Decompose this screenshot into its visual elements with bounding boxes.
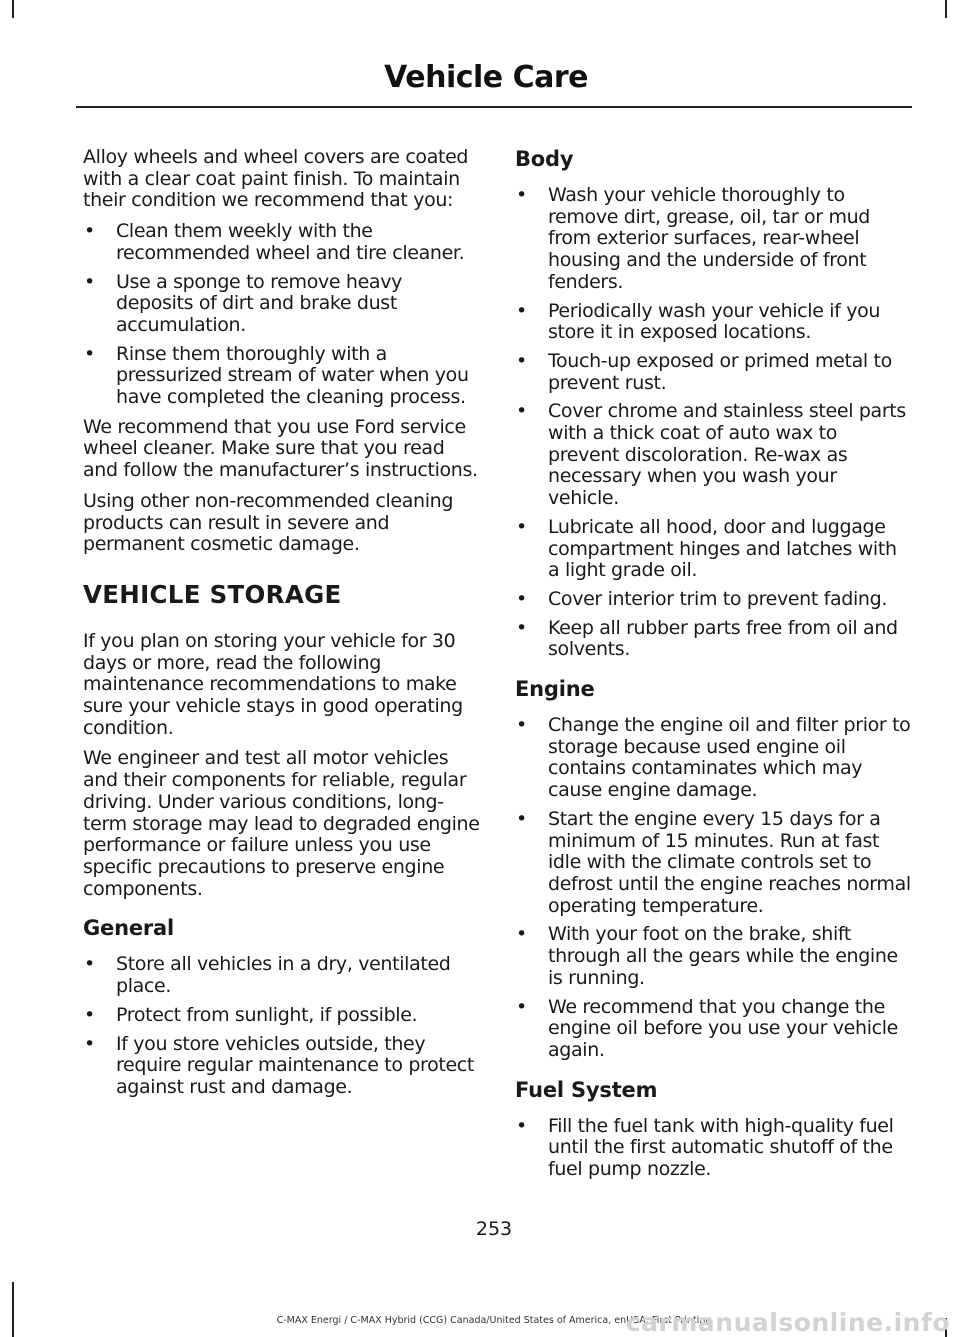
list-item: • Change the engine oil and filter prior to storage because used engine oil contains contaminates which may cause engine damage.: [516, 714, 911, 802]
right-column: [515, 147, 913, 1189]
list-item: • Fill the fuel tank with high-quality fuel until the first automatic shutoff of the fuel pump nozzle.: [516, 1114, 894, 1181]
page-title: Vehicle Care: [384, 60, 588, 95]
edition-footer: C-MAX Energi / C-MAX Hybrid (CCG) Canada/United States of America, enUSA, First Printing: [276, 1315, 712, 1326]
ford-cleaner-paragraph: We recommend that you use Ford service wheel cleaner. Make sure that you read and follow the manufacturer’s instructions.: [83, 415, 478, 482]
wheel-care-list: [83, 221, 481, 409]
list-item: • Protect from sunlight, if possible.: [84, 1003, 418, 1026]
bullet-icon: •: [84, 1003, 95, 1026]
header-rule: [76, 106, 912, 108]
bullet-icon: •: [516, 587, 527, 610]
crop-mark-top-left: [12, 0, 14, 18]
general-list: [83, 954, 481, 1098]
bullet-icon: •: [516, 714, 527, 737]
list-item: • Start the engine every 15 days for a minimum of 15 minutes. Run at fast idle with the climate controls set to defrost until the engine reaches normal operating temperature.: [516, 807, 911, 917]
list-item: • Store all vehicles in a dry, ventilated place.: [84, 953, 451, 998]
list-item: • With your foot on the brake, shift through all the gears while the engine is running.: [516, 923, 898, 989]
storage-intro-paragraph: If you plan on storing your vehicle for 30 days or more, read the following maintenance recommendations to make sure your vehicle stays in good operating condition.: [83, 629, 463, 739]
list-item: • Keep all rubber parts free from oil and solvents.: [516, 616, 898, 661]
list-item: • Periodically wash your vehicle if you store it in exposed locations.: [516, 299, 881, 344]
bullet-icon: •: [516, 299, 527, 322]
watermark[interactable]: carmanualsonline.info: [625, 1308, 950, 1337]
bullet-icon: •: [516, 515, 527, 538]
bullet-icon: •: [516, 1114, 527, 1137]
list-item: • Lubricate all hood, door and luggage compartment hinges and latches with a light grade oil.: [516, 515, 897, 582]
crop-mark-bottom-left: [12, 1282, 14, 1337]
list-item: • Cover interior trim to prevent fading.: [516, 587, 888, 610]
engine-list: [515, 715, 913, 1062]
bullet-icon: •: [516, 616, 527, 639]
list-item: • Wash your vehicle thoroughly to remove dirt, grease, oil, tar or mud from exterior surfaces, rear-wheel housing and the underside of front fenders.: [516, 184, 871, 293]
list-item: • Clean them weekly with the recommended wheel and tire cleaner.: [84, 220, 465, 264]
list-item: • Cover chrome and stainless steel parts with a thick coat of auto wax to prevent discoloration. Re-wax as necessary when you wash your vehicle.: [516, 400, 906, 510]
crop-mark-top-right: [945, 0, 947, 18]
list-item: • Use a sponge to remove heavy deposits of dirt and brake dust accumulation.: [84, 270, 402, 336]
bullet-icon: •: [84, 342, 95, 365]
general-heading: General: [83, 916, 174, 941]
wheel-intro-paragraph: Alloy wheels and wheel covers are coated with a clear coat paint finish. To maintain their condition we recommend that you:: [83, 146, 469, 212]
bullet-icon: •: [516, 923, 527, 946]
body-heading: Body: [515, 147, 574, 171]
left-column: [83, 147, 481, 1107]
page-number: 253: [475, 1218, 513, 1240]
bullet-icon: •: [84, 953, 95, 976]
bullet-icon: •: [516, 184, 527, 206]
body-list: [515, 185, 913, 661]
list-item: • If you store vehicles outside, they require regular maintenance to protect against rust and damage.: [84, 1032, 474, 1098]
engine-heading: Engine: [515, 677, 595, 702]
bullet-icon: •: [516, 807, 527, 830]
fuel-system-list: [515, 1116, 913, 1181]
bullet-icon: •: [516, 995, 527, 1018]
non-recommended-paragraph: Using other non-recommended cleaning products can result in severe and permanent cosmetic damage.: [83, 489, 454, 556]
vehicle-storage-heading: VEHICLE STORAGE: [83, 579, 342, 609]
bullet-icon: •: [516, 349, 527, 372]
bullet-icon: •: [84, 270, 95, 293]
list-item: • Touch-up exposed or primed metal to prevent rust.: [516, 349, 892, 394]
bullet-icon: •: [84, 1032, 95, 1055]
list-item: • Rinse them thoroughly with a pressurized stream of water when you have completed the cleaning process.: [84, 342, 469, 409]
bullet-icon: •: [84, 220, 95, 243]
bullet-icon: •: [516, 400, 527, 423]
list-item: • We recommend that you change the engine oil before you use your vehicle again.: [516, 995, 899, 1061]
storage-engineering-paragraph: We engineer and test all motor vehicles and their components for reliable, regular driving. Under various conditions, long-term storage may lead to degraded engine performance or failure unless you use specific precautions to preserve engine components.: [83, 747, 480, 900]
fuel-system-heading: Fuel System: [515, 1077, 658, 1102]
